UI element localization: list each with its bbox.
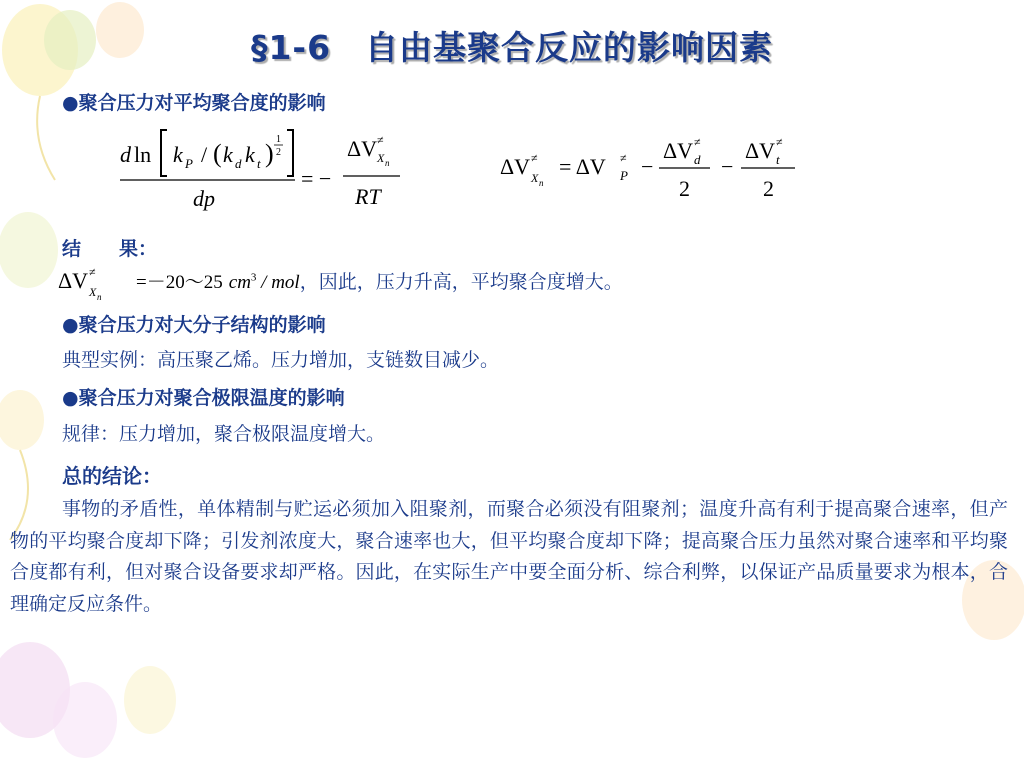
eq1-kd: k <box>223 142 233 167</box>
equation-volume-change <box>495 128 815 208</box>
eq2-t1-sub: d <box>694 152 701 167</box>
conclusion-heading: 总的结论： <box>62 464 162 488</box>
eq2-t2-num: ΔV <box>745 138 776 163</box>
eq1-ln: ln <box>134 142 152 167</box>
result-value: =－20～25 <box>136 272 223 293</box>
eq2-minus2: − <box>721 154 734 179</box>
result-label: 结 果： <box>62 238 158 260</box>
section-heading-pressure-ceiling-temp: ●聚合压力对聚合极限温度的影响 <box>62 387 345 409</box>
eq2-t2-sup: ≠ <box>776 135 783 149</box>
result-math-sup: ≠ <box>89 265 96 279</box>
eq1-d: d <box>120 142 131 167</box>
eq2-lhs-subsub: n <box>539 178 544 188</box>
eq2-t1-sup: ≠ <box>694 135 701 149</box>
result-unit: cm <box>228 272 251 293</box>
section3-text: 规律：压力增加，聚合极限温度增大。 <box>62 423 386 445</box>
eq1-den: dp <box>193 186 215 211</box>
section-heading-pressure-degree: ●聚合压力对平均聚合度的影响 <box>62 92 326 114</box>
eq1-pow-den: 2 <box>276 147 281 158</box>
result-line <box>56 264 623 302</box>
eq2-t1-num: ΔV <box>663 138 694 163</box>
section-heading-pressure-structure: ●聚合压力对大分子结构的影响 <box>62 314 326 336</box>
svg-text:(: ( <box>213 139 222 168</box>
eq2-t2-sub: t <box>776 152 780 167</box>
eq1-pow-num: 1 <box>276 134 281 145</box>
eq2-eq: = ΔV <box>559 154 606 179</box>
eq2-p-sup: ≠ <box>620 151 627 165</box>
section2-text: 典型实例：高压聚乙烯。压力增加，支链数目减少。 <box>62 349 500 371</box>
svg-text:): ) <box>265 139 274 168</box>
eq1-kP-sub: P <box>185 156 193 171</box>
equation-pressure-derivative <box>115 118 415 218</box>
eq2-lhs-sup: ≠ <box>531 151 538 165</box>
eq2-lhs: ΔV <box>500 154 531 179</box>
eq1-eq-sign: = − <box>301 166 332 191</box>
eq2-p-sub: P <box>620 168 628 183</box>
eq1-slash: / <box>201 142 208 167</box>
result-math-sub: X <box>89 285 97 299</box>
eq2-lhs-sub: X <box>531 171 539 185</box>
result-unit-sup: 3 <box>250 271 257 284</box>
result-text: ，因此，压力升高，平均聚合度增大。 <box>299 271 623 293</box>
eq1-rhs-subsub: n <box>385 158 390 168</box>
eq2-t1-den: 2 <box>679 176 690 201</box>
result-math-lhs: ΔV <box>58 268 89 293</box>
eq2-t2-den: 2 <box>763 176 774 201</box>
eq1-kt: k <box>245 142 255 167</box>
result-unit-rest: / mol <box>256 272 300 293</box>
eq1-rhs-sub: X <box>377 151 385 165</box>
eq1-kd-sub: d <box>235 156 242 171</box>
eq1-rhs-num: ΔV <box>347 136 378 161</box>
eq1-rhs-sup: ≠ <box>377 133 384 147</box>
slide-title: §1-6 自由基聚合反应的影响因素 <box>250 28 774 67</box>
result-math-subsub: n <box>97 292 102 302</box>
eq1-kP: k <box>173 142 183 167</box>
eq1-kt-sub: t <box>257 156 261 171</box>
result-math <box>56 264 136 302</box>
eq2-minus1: − <box>641 154 654 179</box>
conclusion-paragraph: 事物的矛盾性，单体精制与贮运必须加入阻聚剂，而聚合必须没有阻聚剂；温度升高有利于提高聚合速率，但产物的平均聚合度却下降；引发剂浓度大，聚合速率也大，但平均聚合度却下降；提高聚合压力虽然对聚合速率和平均聚合度都有利，但对聚合设备要求却严格。因此，在实际生产中要全面分析、综合利弊，以保证产品质量要求为根本，合理确定反应条件。 <box>10 498 1008 615</box>
eq1-rhs-den: RT <box>355 184 381 209</box>
